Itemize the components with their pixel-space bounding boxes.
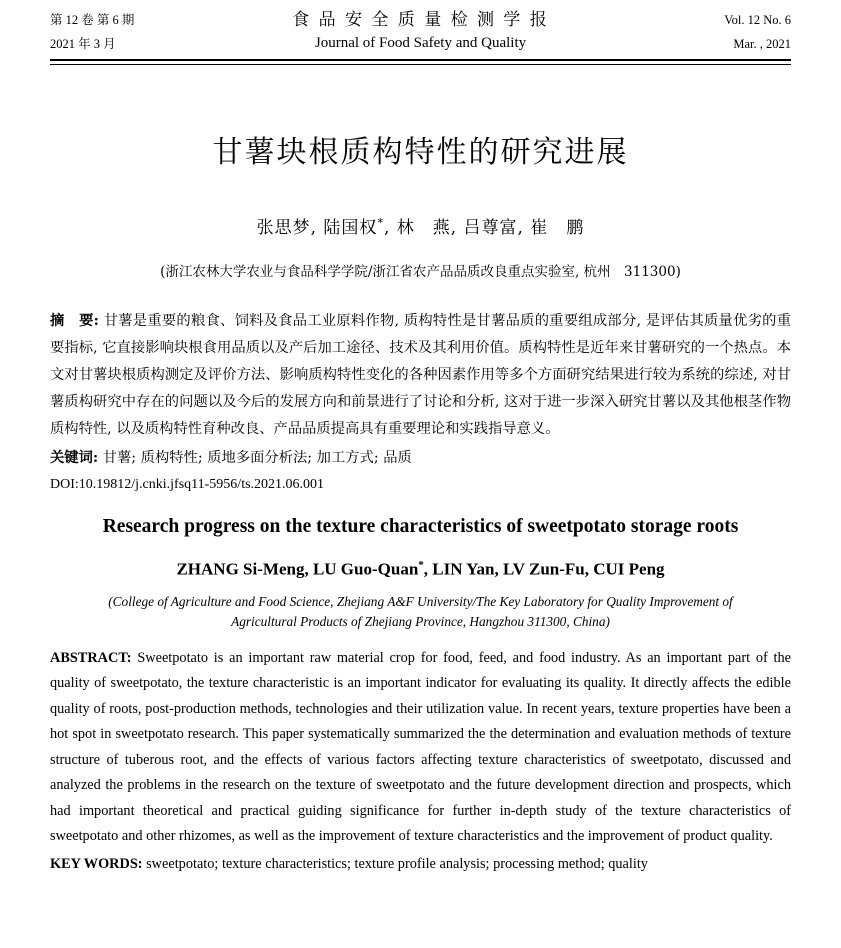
- abstract-en: [50, 646, 791, 850]
- authors-cn: [50, 213, 791, 238]
- abstract-text-cn: 甘薯是重要的粮食、饲料及食品工业原料作物, 质构特性是甘薯品质的重要组成部分, 是评估其质量优劣的重要指标, 它直接影响块根食用品质以及产后加工途径、技术及其利用价值。质构特性是近年来甘薯研究的一个热点。本文对甘薯块根质构测定及评价方法、影响质构特性变化的各种因素作用等多个方面研究结果进行较为系统的综述, 对甘薯质构研究中存在的问题以及今后的发展方向和前景进行了讨论和分析, 这对于进一步深入研究甘薯以及其他根茎作物质构特性, 以及质构特性育种改良、产品品质提高具有重要理论和实践指导意义。: [50, 313, 792, 437]
- date-cn: 2021 年 3 月: [50, 37, 116, 51]
- running-head-center: [200, 8, 641, 55]
- abstract-cn: [50, 308, 791, 443]
- corresponding-marker-en: *: [418, 559, 424, 571]
- page-title-cn: 甘薯块根质构特性的研究进展: [212, 135, 629, 170]
- corresponding-marker-cn: *: [377, 216, 384, 230]
- running-head: [50, 0, 791, 56]
- affiliation-cn: (浙江农林大学农业与食品科学学院/浙江省农产品品质改良重点实验室, 杭州 311300): [160, 264, 681, 280]
- header-divider: [50, 59, 791, 65]
- authors-en-pre: ZHANG Si-Meng, LU Guo-Quan: [176, 559, 419, 579]
- authors-en-post: , LIN Yan, LV Zun-Fu, CUI Peng: [423, 559, 665, 579]
- keywords-cn: [50, 445, 791, 472]
- authors-en: [50, 559, 791, 580]
- running-head-left: [50, 8, 200, 56]
- keywords-text-cn: 甘薯; 质构特性; 质地多面分析法; 加工方式; 品质: [98, 450, 412, 466]
- keywords-label-cn: 关键词:: [50, 450, 99, 466]
- keywords-text-en: sweetpotato; texture characteristics; texture profile analysis; processing method; quality: [142, 855, 648, 872]
- doi: DOI:10.19812/j.cnki.jfsq11-5956/ts.2021.06.001: [50, 477, 325, 492]
- date-en: Mar. , 2021: [733, 37, 791, 51]
- authors-cn-pre: 张思梦, 陆国权: [256, 218, 378, 238]
- page-title-en: Research progress on the texture characteristics of sweetpotato storage roots: [102, 516, 739, 537]
- abstract-label-en: ABSTRACT:: [50, 649, 132, 666]
- authors-cn-post: , 林 燕, 吕尊富, 崔 鹏: [383, 218, 585, 238]
- volume-issue-cn: 第 12 卷 第 6 期: [50, 13, 135, 27]
- abstract-label-cn: 摘 要:: [50, 313, 99, 329]
- abstract-text-en: Sweetpotato is an important raw material crop for food, feed, and food industry. As an important part of the quality of sweetpotato, the texture characteristic is an important indicator for evaluating its quality. It directly affects the edible quality of roots, post-production methods, technologies and their utilization value. In recent years, texture properties have been a hot spot in sweetpotato research. This paper systematically summarized the the determination and evaluation methods of texture structure of tuberous root, and the effects of various factors affecting texture characteristics of sweetpotato, discussed and analyzed the problems in the research on the texture of sweetpotato and the future development direction and prospects, which had important theoretical and practical guiding significance for further in-depth study of the texture characteristics of sweetpotato and other rhizomes, as well as the improvement of texture characteristics and the improvement of product quality.: [50, 649, 791, 845]
- keywords-en: [50, 852, 791, 878]
- affiliation-en: (College of Agriculture and Food Science, Zhejiang A&F University/The Key Laboratory for Quality Improvement of Agricultural Products of Zhejiang Province, Hangzhou 311300, China): [108, 593, 733, 629]
- journal-title-cn: 食 品 安 全 质 量 检 测 学 报: [292, 10, 549, 30]
- keywords-label-en: KEY WORDS:: [50, 855, 143, 872]
- volume-issue-en: Vol. 12 No. 6: [724, 13, 791, 27]
- journal-title-en: Journal of Food Safety and Quality: [314, 35, 527, 51]
- running-head-right: [641, 8, 791, 56]
